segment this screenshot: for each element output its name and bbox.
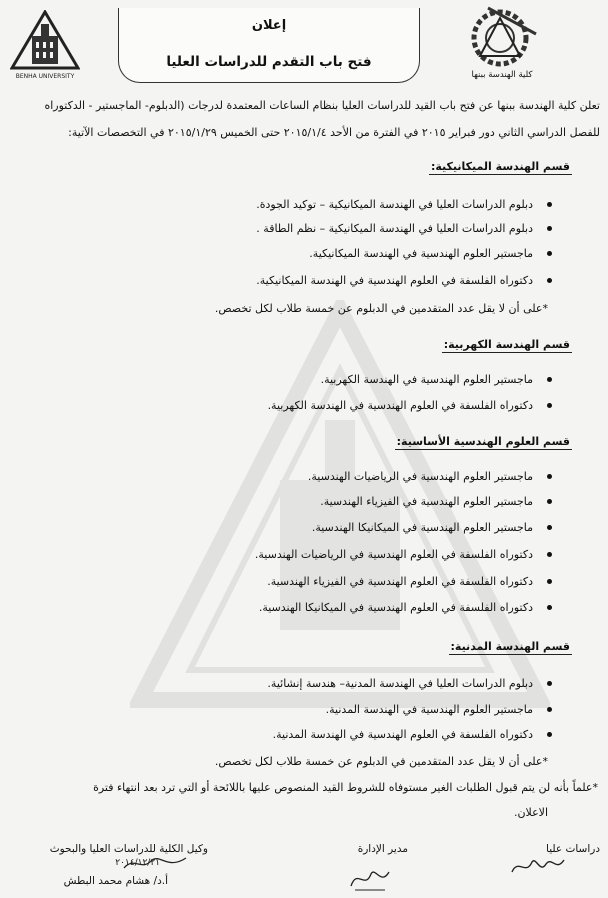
bullet-icon (547, 377, 552, 382)
signature-vice-dean-label: وكيل الكلية للدراسات العليا والبحوث (49, 843, 208, 855)
handwritten-signature-icon (345, 860, 395, 894)
left-logo-text: BENHA UNIVERSITY (15, 73, 75, 80)
bullet-icon (547, 732, 552, 737)
list-item: ماجستير العلوم الهندسية في الهندسة الميكانيكية. (309, 247, 552, 260)
list-item: دكتوراه الفلسفة في العلوم الهندسية في الهندسة المدنية. (273, 728, 552, 741)
signature-date: ٢٠١٤/١٢/٢١ (115, 858, 160, 868)
announcement-subtitle: فتح باب التقدم للدراسات العليا (166, 54, 372, 70)
benha-university-logo-icon (10, 10, 80, 82)
civil-note-1: *على أن لا يقل عدد المتقدمين في الدبلوم عن خمسة طلاب لكل تخصص. (214, 755, 548, 768)
mechanical-note: *على أن لا يقل عدد المتقدمين في الدبلوم عن خمسة طلاب لكل تخصص. (214, 302, 548, 315)
bullet-icon (547, 552, 552, 557)
bullet-icon (547, 226, 552, 231)
handwritten-signature-icon (120, 852, 190, 874)
right-logo-text: كلية الهندسة ببنها (471, 70, 533, 80)
list-item: ماجستير العلوم الهندسية في الميكانيكا الهندسية. (312, 521, 552, 534)
list-item: دكتوراه الفلسفة في العلوم الهندسية في الهندسة الميكانيكية. (256, 274, 552, 287)
bullet-icon (547, 278, 552, 283)
section-title-electrical: قسم الهندسة الكهربية: (443, 338, 570, 351)
intro-line-2: للفصل الدراسي الثاني دور فبراير ٢٠١٥ في الفترة من الأحد ٢٠١٥/١/٤ حتى الخميس ٢٠١٥/١/٢٩ في التخصصات الآتية: (68, 126, 600, 139)
signature-grad-studies-label: دراسات عليا (546, 843, 600, 855)
list-item: دكتوراه الفلسفة في العلوم الهندسية في الميكانيكا الهندسية. (259, 601, 552, 614)
list-item: دبلوم الدراسات العليا في الهندسة الميكانيكية – نظم الطاقة . (256, 222, 552, 235)
bullet-icon (547, 202, 552, 207)
signature-admin-director-label: مدير الإدارة (357, 843, 408, 855)
bullet-icon (547, 579, 552, 584)
bullet-icon (547, 605, 552, 610)
handwritten-signature-icon (508, 852, 568, 880)
list-item: ماجستير العلوم الهندسية في الفيزياء الهندسية. (320, 495, 552, 508)
section-title-civil: قسم الهندسة المدنية: (450, 640, 570, 653)
section-title-basic-sciences: قسم العلوم الهندسية الأساسية: (396, 435, 570, 448)
announcement-header (118, 8, 420, 83)
university-watermark-icon (130, 300, 550, 720)
bullet-icon (547, 525, 552, 530)
section-title-mechanical: قسم الهندسة الميكانيكية: (430, 160, 570, 173)
bullet-icon (547, 681, 552, 686)
bullet-icon (547, 403, 552, 408)
list-item: دبلوم الدراسات العليا في الهندسة المدنية– هندسة إنشائية. (267, 677, 552, 690)
bullet-icon (547, 499, 552, 504)
list-item: ماجستير العلوم الهندسية في الهندسة الكهربية. (321, 373, 552, 386)
civil-note-2: *علماً بأنه لن يتم قبول الطلبات الغير مستوفاه للشروط القيد المنصوص عليها باللائحة أو التي ترد بعد انتهاء فترة (93, 781, 598, 794)
list-item: دكتوراه الفلسفة في العلوم الهندسية في الهندسة الكهربية. (268, 399, 552, 412)
bullet-icon (547, 251, 552, 256)
announcement-title: إعلان (251, 18, 287, 33)
civil-note-3: الاعلان. (513, 806, 548, 819)
intro-line-1: تعلن كلية الهندسة ببنها عن فتح باب القيد للدراسات العليا بنظام الساعات المعتمدة لدرجات (الدبلوم- الماجستير - الدكتوراه (44, 99, 600, 112)
list-item: ماجستير العلوم الهندسية في الرياضيات الهندسية. (308, 470, 552, 483)
signature-vice-dean-name: أ.د/ هشام محمد البطش (63, 875, 168, 887)
list-item: دكتوراه الفلسفة في العلوم الهندسية في الرياضيات الهندسية. (255, 548, 552, 561)
list-item: ماجستير العلوم الهندسية في الهندسة المدنية. (326, 703, 552, 716)
bullet-icon (547, 707, 552, 712)
list-item: دكتوراه الفلسفة في العلوم الهندسية في الفيزياء الهندسية. (267, 575, 552, 588)
list-item: دبلوم الدراسات العليا في الهندسة الميكانيكية – توكيد الجودة. (256, 198, 552, 211)
bullet-icon (547, 474, 552, 479)
